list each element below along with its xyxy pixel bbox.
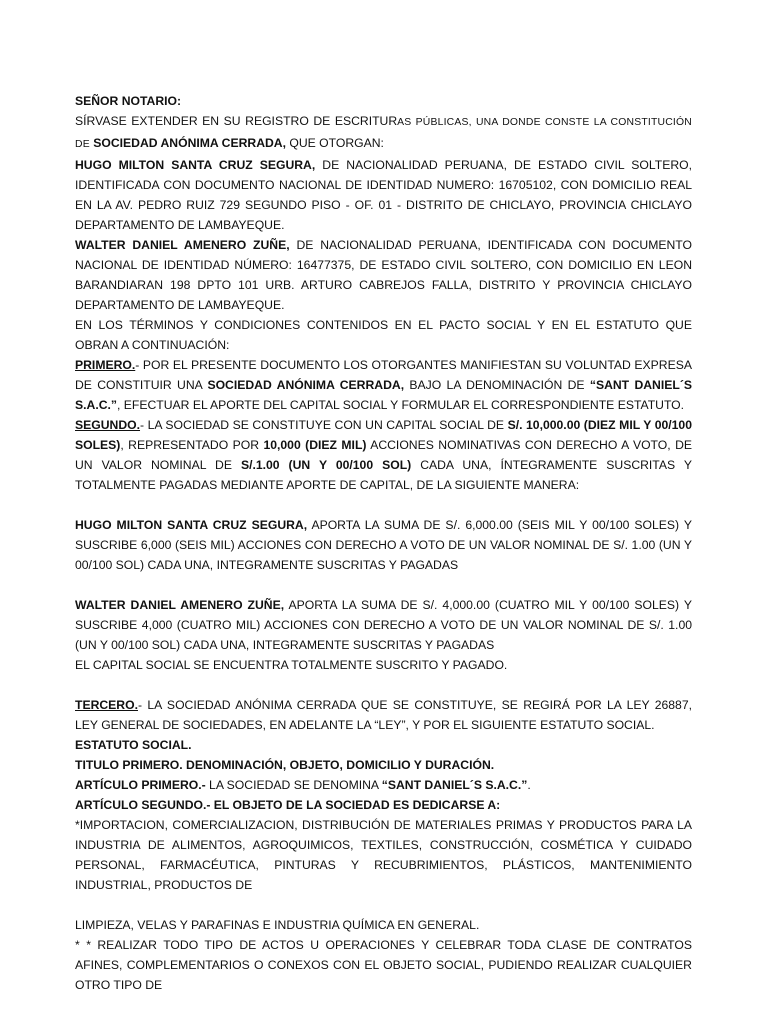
header-line: SEÑOR NOTARIO: — [75, 94, 182, 108]
spacer — [75, 495, 692, 515]
objeto-item-1-continued: LIMPIEZA, VELAS Y PARAFINAS E INDUSTRIA QUÍMICA EN GENERAL. — [75, 918, 480, 932]
intro-paragraph: SÍRVASE EXTENDER EN SU REGISTRO DE ESCRITURAS PÚBLICAS, UNA DONDE CONSTE LA CONSTITUCIÓN DE SOCIEDAD ANÓNIMA CERRADA, QUE OTORGAN: — [75, 114, 692, 150]
terms-paragraph: EN LOS TÉRMINOS Y CONDICIONES CONTENIDOS EN EL PACTO SOCIAL Y EN EL ESTATUTO QUE OBRAN A CONTINUACIÓN: — [75, 318, 692, 352]
contribution2-paragraph: WALTER DANIEL AMENERO ZUÑE, APORTA LA SUMA DE S/. 4,000.00 (CUATRO MIL Y 00/100 SOLES) Y SUSCRIBE 4,000 (CUATRO MIL) ACCIONES CON DERECHO A VOTO DE UN VALOR NOMINAL DE S/. 1.00 (UN Y 00/100 SOL) CADA UNA, INTEGRAMENTE SUSCRITAS Y PAGADAS — [75, 598, 692, 652]
estatuto-title: ESTATUTO SOCIAL. — [75, 738, 192, 752]
spacer — [75, 675, 692, 695]
articulo-primero: ARTÍCULO PRIMERO.- LA SOCIEDAD SE DENOMINA “SANT DANIEL´S S.A.C.”. — [75, 778, 531, 792]
spacer — [75, 575, 692, 595]
spacer — [75, 895, 692, 915]
partner1-paragraph: HUGO MILTON SANTA CRUZ SEGURA, DE NACIONALIDAD PERUANA, DE ESTADO CIVIL SOLTERO, IDENTIFICADA CON DOCUMENTO NACIONAL DE IDENTIDAD NUMERO: 16705102, CON DOMICILIO REAL EN LA AV. PEDRO RUIZ 729 SEGUNDO PISO - OF. 01 - DISTRITO DE CHICLAYO, PROVINCIA CHICLAYO DEPARTAMENTO DE LAMBAYEQUE. — [75, 158, 692, 232]
objeto-item-1: *IMPORTACION, COMERCIALIZACION, DISTRIBUCIÓN DE MATERIALES PRIMAS Y PRODUCTOS PARA LA INDUSTRIA DE ALIMENTOS, AGROQUIMICOS, TEXTILES, CONSTRUCCIÓN, COSMÉTICA Y CUIDADO PERSONAL, FARMACÉUTICA, PINTURAS Y RECUBRIMIENTOS, PLÁSTICOS, MANTENIMIENTO INDUSTRIAL, PRODUCTOS DE — [75, 818, 692, 892]
partner2-paragraph: WALTER DANIEL AMENERO ZUÑE, DE NACIONALIDAD PERUANA, IDENTIFICADA CON DOCUMENTO NACIONAL DE IDENTIDAD NÚMERO: 16477375, DE ESTADO CIVIL SOLTERO, CON DOMICILIO EN LEON BARANDIARAN 198 DPTO 101 URB. ARTURO CABREJOS FALLA, DISTRITO Y PROVINCIA CHICLAYO DEPARTAMENTO DE LAMBAYEQUE. — [75, 238, 692, 312]
articulo-segundo: ARTÍCULO SEGUNDO.- EL OBJETO DE LA SOCIEDAD ES DEDICARSE A: — [75, 798, 501, 812]
objeto-item-2: * * REALIZAR TODO TIPO DE ACTOS U OPERACIONES Y CELEBRAR TODA CLASE DE CONTRATOS AFINES, COMPLEMENTARIOS O CONEXOS CON EL OBJETO SOCIAL, PUDIENDO REALIZAR CUALQUIER OTRO TIPO DE — [75, 938, 692, 992]
contribution1-paragraph: HUGO MILTON SANTA CRUZ SEGURA, APORTA LA SUMA DE S/. 6,000.00 (SEIS MIL Y 00/100 SOLES) Y SUSCRIBE 6,000 (SEIS MIL) ACCIONES CON DERECHO A VOTO DE UN VALOR NOMINAL DE S/. 1.00 (UN Y 00/100 SOL) CADA UNA, INTEGRAMENTE SUSCRITAS Y PAGADAS — [75, 518, 693, 572]
segundo-paragraph: SEGUNDO.- LA SOCIEDAD SE CONSTITUYE CON UN CAPITAL SOCIAL DE S/. 10,000.00 (DIEZ MIL Y 00/100 SOLES), REPRESENTADO POR 10,000 (DIEZ MIL) ACCIONES NOMINATIVAS CON DERECHO A VOTO, DE UN VALOR NOMINAL DE S/.1.00 (UN Y 00/100 SOL) CADA UNA, ÍNTEGRAMENTE SUSCRITAS Y TOTALMENTE PAGADAS MEDIANTE APORTE DE CAPITAL, DE LA SIGUIENTE MANERA: — [75, 418, 693, 492]
titulo-primero: TITULO PRIMERO. DENOMINACIÓN, OBJETO, DOMICILIO Y DURACIÓN. — [75, 758, 495, 772]
tercero-paragraph: TERCERO.- LA SOCIEDAD ANÓNIMA CERRADA QUE SE CONSTITUYE, SE REGIRÁ POR LA LEY 26887, LEY GENERAL DE SOCIEDADES, EN ADELANTE LA “LEY”, Y POR EL SIGUIENTE ESTATUTO SOCIAL. — [75, 698, 692, 732]
capital-paid-line: EL CAPITAL SOCIAL SE ENCUENTRA TOTALMENTE SUSCRITO Y PAGADO. — [75, 658, 508, 672]
primero-paragraph: PRIMERO.- POR EL PRESENTE DOCUMENTO LOS OTORGANTES MANIFIESTAN SU VOLUNTAD EXPRESA DE CONSTITUIR UNA SOCIEDAD ANÓNIMA CERRADA, BAJO LA DENOMINACIÓN DE “SANT DANIEL´S S.A.C.”, EFECTUAR EL APORTE DEL CAPITAL SOCIAL Y FORMULAR EL CORRESPONDIENTE ESTATUTO. — [75, 358, 693, 412]
